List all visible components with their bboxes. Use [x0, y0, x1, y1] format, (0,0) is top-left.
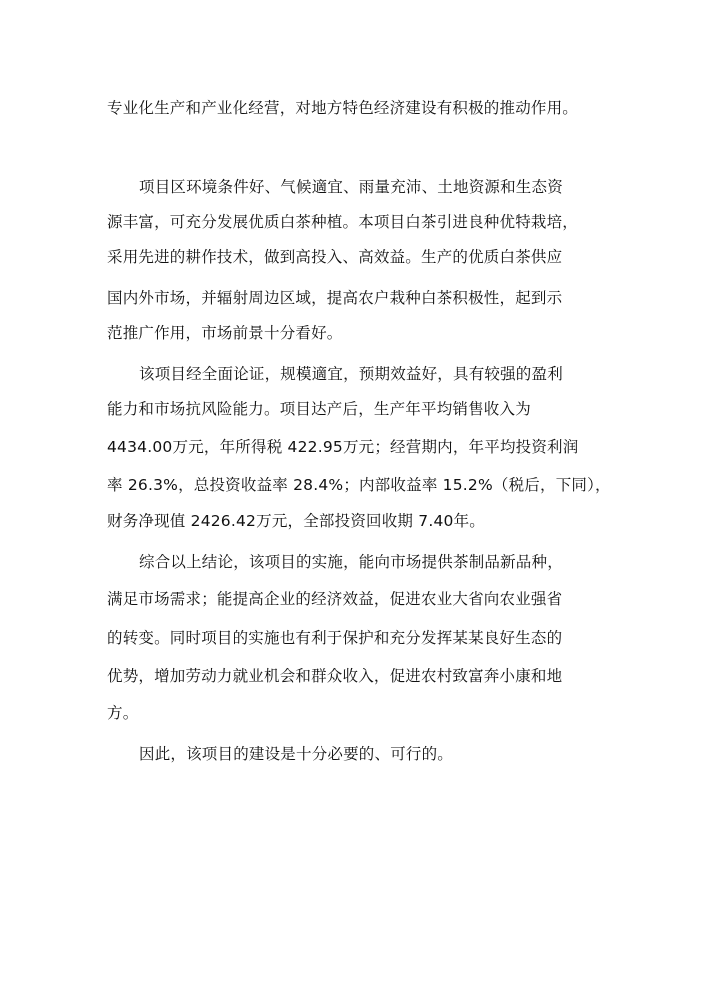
text-line: 该项目经全面论证，规模適宜，预期效益好，具有较强的盈利 — [139, 365, 563, 383]
text-line: 项目区环境条件好、气候適宜、雨量充沛、土地资源和生态资 — [139, 178, 563, 196]
text-line: 方。 — [107, 704, 139, 722]
text-line: 满足市场需求；能提高企业的经济效益，促进农业大省向农业强省 — [107, 590, 563, 608]
text-line: 的转变。同时项目的实施也有利于保护和充分发挥某某良好生态的 — [107, 629, 563, 647]
text-line: 源丰富，可充分发展优质白茶种植。本项目白茶引进良种优特栽培， — [107, 213, 579, 231]
text-line: 能力和市场抗风险能力。项目达产后，生产年平均销售收入为 — [107, 400, 531, 418]
text-line: 范推广作用，市场前景十分看好。 — [107, 324, 343, 342]
text-line: 因此，该项目的建设是十分必要的、可行的。 — [139, 745, 454, 763]
text-line: 国内外市场，并辐射周边区域，提高农户栽种白茶积极性，起到示 — [107, 289, 563, 307]
text-line: 率 26.3%，总投资收益率 28.4%；内部收益率 15.2%（税后，下同）， — [107, 476, 611, 494]
text-line: 财务净现值 2426.42万元，全部投资回收期 7.40年。 — [107, 512, 485, 530]
text-line: 优势，增加劳动力就业机会和群众收入，促进农村致富奔小康和地 — [107, 667, 563, 685]
text-line: 4434.00万元，年所得税 422.95万元；经营期内，年平均投资利润 — [107, 438, 579, 456]
text-line: 综合以上结论，该项目的实施，能向市场提供茶制品新品种， — [139, 553, 563, 571]
text-line: 专业化生产和产业化经营，对地方特色经济建设有积极的推动作用。 — [107, 99, 579, 117]
text-line: 采用先进的耕作技术，做到高投入、高效益。生产的优质白茶供应 — [107, 248, 563, 266]
